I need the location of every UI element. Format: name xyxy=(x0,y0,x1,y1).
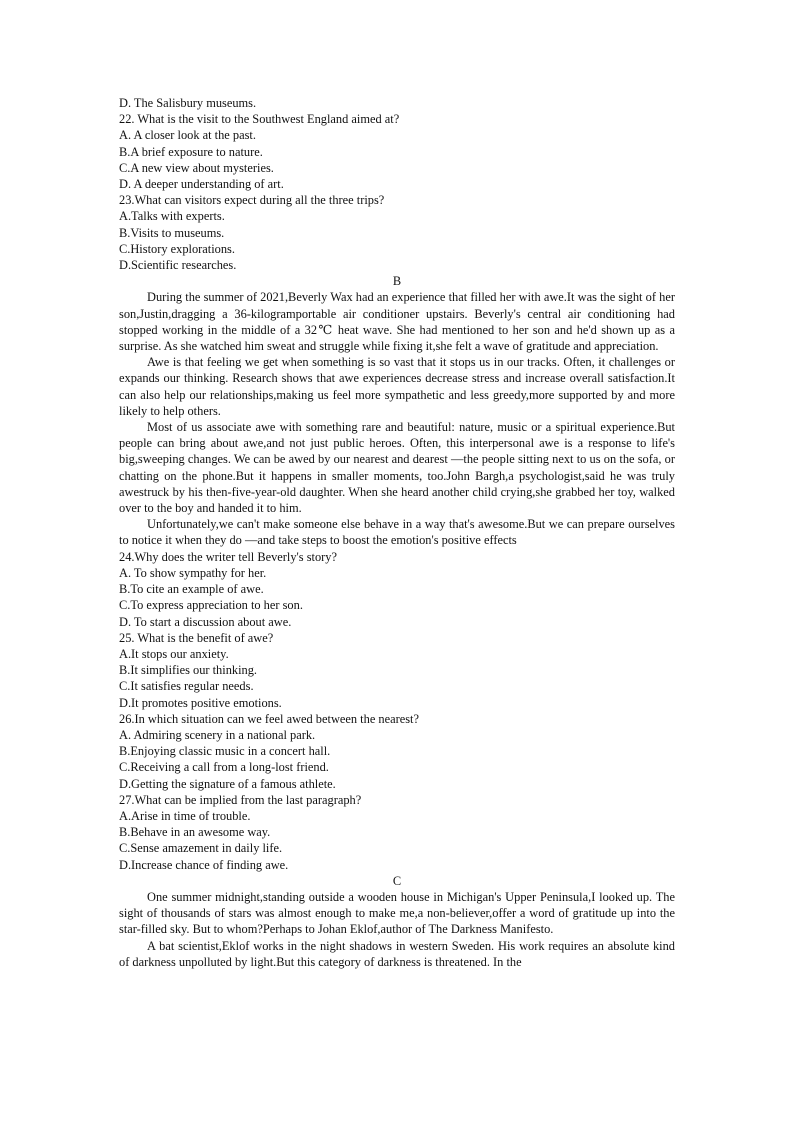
q22-option-c: C.A new view about mysteries. xyxy=(119,160,274,175)
q23-option-a: A.Talks with experts. xyxy=(119,209,225,224)
q21-option-d: D. The Salisbury museums. xyxy=(119,96,257,110)
q23-option-b: B.Visits to museums. xyxy=(119,225,225,240)
q27-question: 27.What can be implied from the last paragraph? xyxy=(119,792,362,807)
q25-option-c: C.It satisfies regular needs. xyxy=(119,679,254,694)
section-b-paragraph-1: During the summer of 2021,Beverly Wax had an experience that filled her with awe.It was the sight of her son,Justin,dragging a 36-kilogramportable air conditioner upstairs. Beverly's central air conditioning had stopped working in the middle of a 32℃ heat wave. She had mentioned to her son and he'd shown up as a surprise. As she watched him sweat and struggle while fixing it,she felt a wave of gratitude and appreciation. xyxy=(119,290,675,354)
q24-option-c: C.To express appreciation to her son. xyxy=(119,598,303,613)
q26-option-c: C.Receiving a call from a long-lost friend. xyxy=(119,760,329,775)
q25-question: 25. What is the benefit of awe? xyxy=(119,630,274,645)
q23-option-d: D.Scientific researches. xyxy=(119,258,237,273)
q23-question: 23.What can visitors expect during all the three trips? xyxy=(119,193,385,208)
q27-option-a: A.Arise in time of trouble. xyxy=(119,808,251,823)
q26-question: 26.In which situation can we feel awed between the nearest? xyxy=(119,711,420,726)
q22-option-a: A. A closer look at the past. xyxy=(119,128,256,143)
q23-option-c: C.History explorations. xyxy=(119,241,235,256)
q24-question: 24.Why does the writer tell Beverly's story? xyxy=(119,549,337,564)
q27-option-c: C.Sense amazement in daily life. xyxy=(119,841,283,856)
q25-option-d: D.It promotes positive emotions. xyxy=(119,695,282,710)
q26-option-a: A. Admiring scenery in a national park. xyxy=(119,727,316,742)
q22-question: 22. What is the visit to the Southwest England aimed at? xyxy=(119,112,400,127)
section-b-paragraph-4: Unfortunately,we can't make someone else behave in a way that's awesome.But we can prepare ourselves to notice it when they do —and take steps to boost the emotion's positive effects xyxy=(119,517,675,548)
q24-option-d: D. To start a discussion about awe. xyxy=(119,614,292,629)
q22-option-b: B.A brief exposure to nature. xyxy=(119,144,263,159)
q27-option-b: B.Behave in an awesome way. xyxy=(119,825,271,840)
q25-option-a: A.It stops our anxiety. xyxy=(119,646,229,661)
q24-option-a: A. To show sympathy for her. xyxy=(119,565,267,580)
q26-option-d: D.Getting the signature of a famous athlete. xyxy=(119,776,336,791)
section-b-paragraph-3: Most of us associate awe with something rare and beautiful: nature, music or a spiritual experience.But people can bring about awe,and not just public heroes. Often, this interpersonal awe is a response to life's big,sweeping changes. We can be awed by our nearest and dearest —the people sitting next to us on the sofa, or chatting on the phone.But it happens in smaller moments, too.John Bargh,a psychologist,said he was truly awestruck by his then-five-year-old daughter. When she heard another child crying,she grabbed her toy, walked over to the boy and handed it to him. xyxy=(119,420,675,516)
section-b-heading: B xyxy=(392,274,402,289)
q26-option-b: B.Enjoying classic music in a concert hall. xyxy=(119,744,331,759)
q22-option-d: D. A deeper understanding of art. xyxy=(119,177,284,192)
section-c-heading: C xyxy=(392,873,402,888)
document-page xyxy=(119,95,675,970)
section-c-paragraph-2: A bat scientist,Eklof works in the night shadows in western Sweden. His work requires an absolute kind of darkness unpolluted by light.But this category of darkness is threatened. In the xyxy=(119,938,675,969)
section-c-paragraph-1: One summer midnight,standing outside a wooden house in Michigan's Upper Peninsula,I looked up. The sight of thousands of stars was almost enough to make me,a non-believer,offer a word of gratitude up into the star-filled sky. But to whom?Perhaps to Johan Eklof,author of The Darkness Manifesto. xyxy=(119,889,675,937)
q24-option-b: B.To cite an example of awe. xyxy=(119,582,264,597)
q27-option-d: D.Increase chance of finding awe. xyxy=(119,857,289,872)
q25-option-b: B.It simplifies our thinking. xyxy=(119,663,258,678)
section-b-paragraph-2: Awe is that feeling we get when something is so vast that it stops us in our tracks. Often, it challenges or expands our thinking. Research shows that awe experiences decrease stress and increase overall satisfaction.It can also help our relationships,making us feel more sympathetic and less greedy,more supported by and more likely to help others. xyxy=(119,355,675,418)
